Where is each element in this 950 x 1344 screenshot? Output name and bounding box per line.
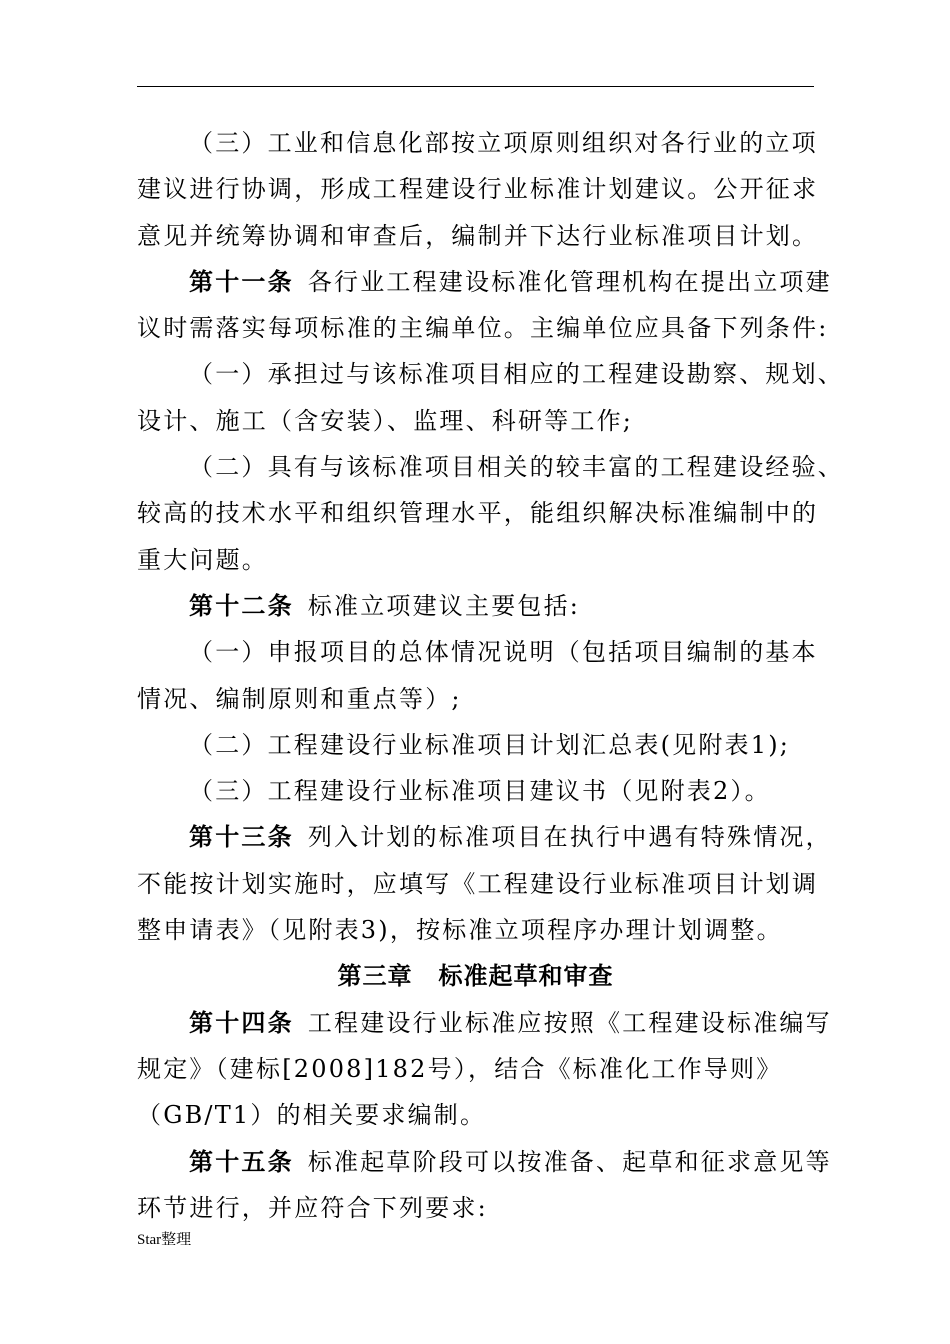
paragraph-line xyxy=(137,351,844,397)
paragraph-line xyxy=(137,166,819,212)
paragraph-line xyxy=(137,907,814,953)
line-text: 各行业工程建设标准化管理机构在提出立项建 xyxy=(307,267,832,296)
article-label: 第十一条 xyxy=(189,267,294,296)
article-14-line xyxy=(137,1000,832,1046)
line-text: 重大问题。 xyxy=(137,545,268,574)
paragraph-line xyxy=(137,213,819,259)
paragraph-line xyxy=(137,722,814,768)
paragraph-line xyxy=(137,676,814,722)
line-text: 不能按计划实施时，应填写《工程建设行业标准项目计划调 xyxy=(137,869,819,898)
article-12-line xyxy=(137,583,814,629)
line-text: （三）工业和信息化部按立项原则组织对各行业的立项 xyxy=(189,129,818,157)
line-text: （GB/T1）的相关要求编制。 xyxy=(137,1101,487,1130)
article-label: 第十二条 xyxy=(189,591,294,620)
paragraph-line xyxy=(137,861,819,907)
line-text: 标准立项建议主要包括: xyxy=(307,591,581,620)
chapter-heading xyxy=(137,953,814,999)
line-text: 意见并统筹协调和审查后，编制并下达行业标准项目计划。 xyxy=(137,221,819,250)
article-label: 第十三条 xyxy=(189,823,294,852)
line-text: 议时需落实每项标准的主编单位。主编单位应具备下列条件: xyxy=(137,314,829,343)
article-15-line xyxy=(137,1139,832,1185)
line-text: 列入计划的标准项目在执行中遇有特殊情况， xyxy=(307,823,832,852)
line-text: 标准起草阶段可以按准备、起草和征求意见等 xyxy=(307,1147,832,1176)
chapter-title: 标准起草和审查 xyxy=(438,962,614,991)
header-rule xyxy=(137,86,814,87)
line-text: （一）承担过与该标准项目相应的工程建设勘察、规划、 xyxy=(189,360,844,389)
line-text: （一）申报项目的总体情况说明（包括项目编制的基本 xyxy=(189,638,818,667)
line-text: （三）工程建设行业标准项目建议书（见附表2）。 xyxy=(189,777,771,806)
line-text: 情况、编制原则和重点等）; xyxy=(137,684,462,713)
paragraph-line xyxy=(137,490,819,536)
paragraph-line xyxy=(137,1185,814,1231)
article-11-line xyxy=(137,259,832,305)
paragraph-line xyxy=(137,768,814,814)
line-text: 设计、施工（含安装）、监理、科研等工作; xyxy=(137,406,634,435)
paragraph-line xyxy=(137,1092,814,1138)
document-body xyxy=(137,120,844,1231)
article-label: 第十四条 xyxy=(189,1008,294,1037)
paragraph-line xyxy=(137,537,814,583)
article-label: 第十五条 xyxy=(189,1147,294,1176)
line-text: 工程建设行业标准应按照《工程建设标准编写 xyxy=(307,1008,832,1037)
article-13-line xyxy=(137,814,832,860)
line-text: （二）工程建设行业标准项目计划汇总表(见附表1); xyxy=(189,730,791,759)
paragraph-line xyxy=(137,398,814,444)
line-text: 规定》（建标[2008]182号），结合《标准化工作导则》 xyxy=(137,1054,783,1083)
page-footer: Star整理 xyxy=(137,1232,192,1248)
line-text: （二）具有与该标准项目相关的较丰富的工程建设经验、 xyxy=(189,453,844,482)
line-text: 建议进行协调，形成工程建设行业标准计划建议。公开征求 xyxy=(137,175,819,204)
paragraph-line xyxy=(137,1046,814,1092)
paragraph-line xyxy=(137,444,844,490)
line-text: 整申请表》（见附表3)，按标准立项程序办理计划调整。 xyxy=(137,916,783,945)
line-text: 环节进行，并应符合下列要求: xyxy=(137,1193,488,1222)
paragraph-line xyxy=(137,629,818,675)
line-text: 较高的技术水平和组织管理水平，能组织解决标准编制中的 xyxy=(137,499,819,528)
paragraph-line xyxy=(137,120,818,166)
paragraph-line xyxy=(137,305,829,351)
chapter-number: 第三章 xyxy=(337,962,413,991)
